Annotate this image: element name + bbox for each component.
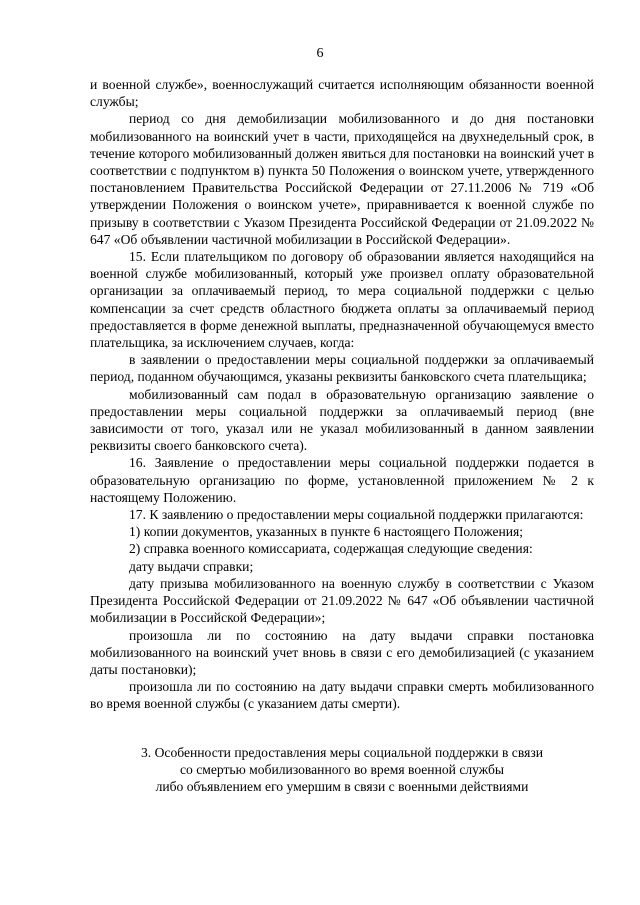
list-item-military-certificate: 2) справка военного комиссариата, содержащая следующие сведения:: [129, 541, 533, 557]
certificate-field-death: произошла ли по состоянию на дату выдачи справки смерть мобилизованного во время военной службы (с указанием даты смерти).: [90, 679, 594, 712]
list-item-document-copies: 1) копии документов, указанных в пункте 6 настоящего Положения;: [129, 524, 524, 540]
paragraph-item-15: 15. Если плательщиком по договору об образовании является находящийся на военной службе мобилизованный, который уже произвел оплату образовательной организации за оплачиваемый период, то мера социальной поддержки с целью компенсации за счет средств областного бюджета оплаты за оплачиваемый период предоставляется в форме денежной выплаты, предназначенной обучающемуся вместо плательщика, за исключением случаев, когда:: [90, 249, 594, 351]
paragraph-item-17: 17. К заявлению о предоставлении меры социальной поддержки прилагаются:: [129, 507, 584, 523]
certificate-field-issue-date: дату выдачи справки;: [129, 558, 254, 574]
section-3-heading: [90, 744, 594, 796]
certificate-field-registration: произошла ли по состоянию на дату выдачи справки постановка мобилизованного на воинский учет вновь в связи с его демобилизацией (с указанием даты постановки);: [90, 627, 594, 677]
paragraph-continuation: и военной службе», военнослужащий считается исполняющим обязанности военной службы;: [90, 77, 594, 110]
section-heading-line: со смертью мобилизованного во время военной службы: [179, 761, 505, 777]
paragraph-item-16: 16. Заявление о предоставлении меры социальной поддержки подается в образовательную организацию по форме, установленной приложением № 2 к настоящему Положению.: [90, 455, 594, 505]
section-heading-line: 3. Особенности предоставления меры социальной поддержки в связи: [141, 744, 543, 760]
document-body: [90, 76, 594, 796]
paragraph-exception-bank-details: в заявлении о предоставлении меры социальной поддержки за оплачиваемый период, поданном обучающимся, указаны реквизиты банковского счета плательщика;: [90, 352, 594, 385]
paragraph-exception-self-application: мобилизованный сам подал в образовательную организацию заявление о предоставлении меры социальной поддержки за оплачиваемый период (вне зависимости от того, указал или не указал мобилизованный в данном заявлении реквизиты своего банковского счета).: [90, 386, 594, 454]
certificate-field-conscription-date: дату призыва мобилизованного на военную службу в соответствии с Указом Президента Российской Федерации от 21.09.2022 № 647 «Об объявлении частичной мобилизации в Российской Федерации»;: [90, 575, 594, 626]
page-number: 6: [316, 46, 324, 61]
section-heading-line: либо объявлением его умершим в связи с военными действиями: [155, 779, 529, 795]
paragraph-demobilization-period: период со дня демобилизации мобилизованного и до дня постановки мобилизованного на воинский учет в части, приходящейся на двухнедельный срок, в течение которого мобилизованный должен явиться для постановки на воинский учет в соответствии с подпунктом в) пункта 50 Положения о воинском учете, утвержденного постановлением Правительства Российской Федерации от 27.11.2006 № 719 «Об утверждении Положения о воинском учете», приравнивается к военной службе по призыву в соответствии с Указом Президента Российской Федерации от 21.09.2022 № 647 «Об объявлении частичной мобилизации в Российской Федерации».: [90, 111, 594, 247]
